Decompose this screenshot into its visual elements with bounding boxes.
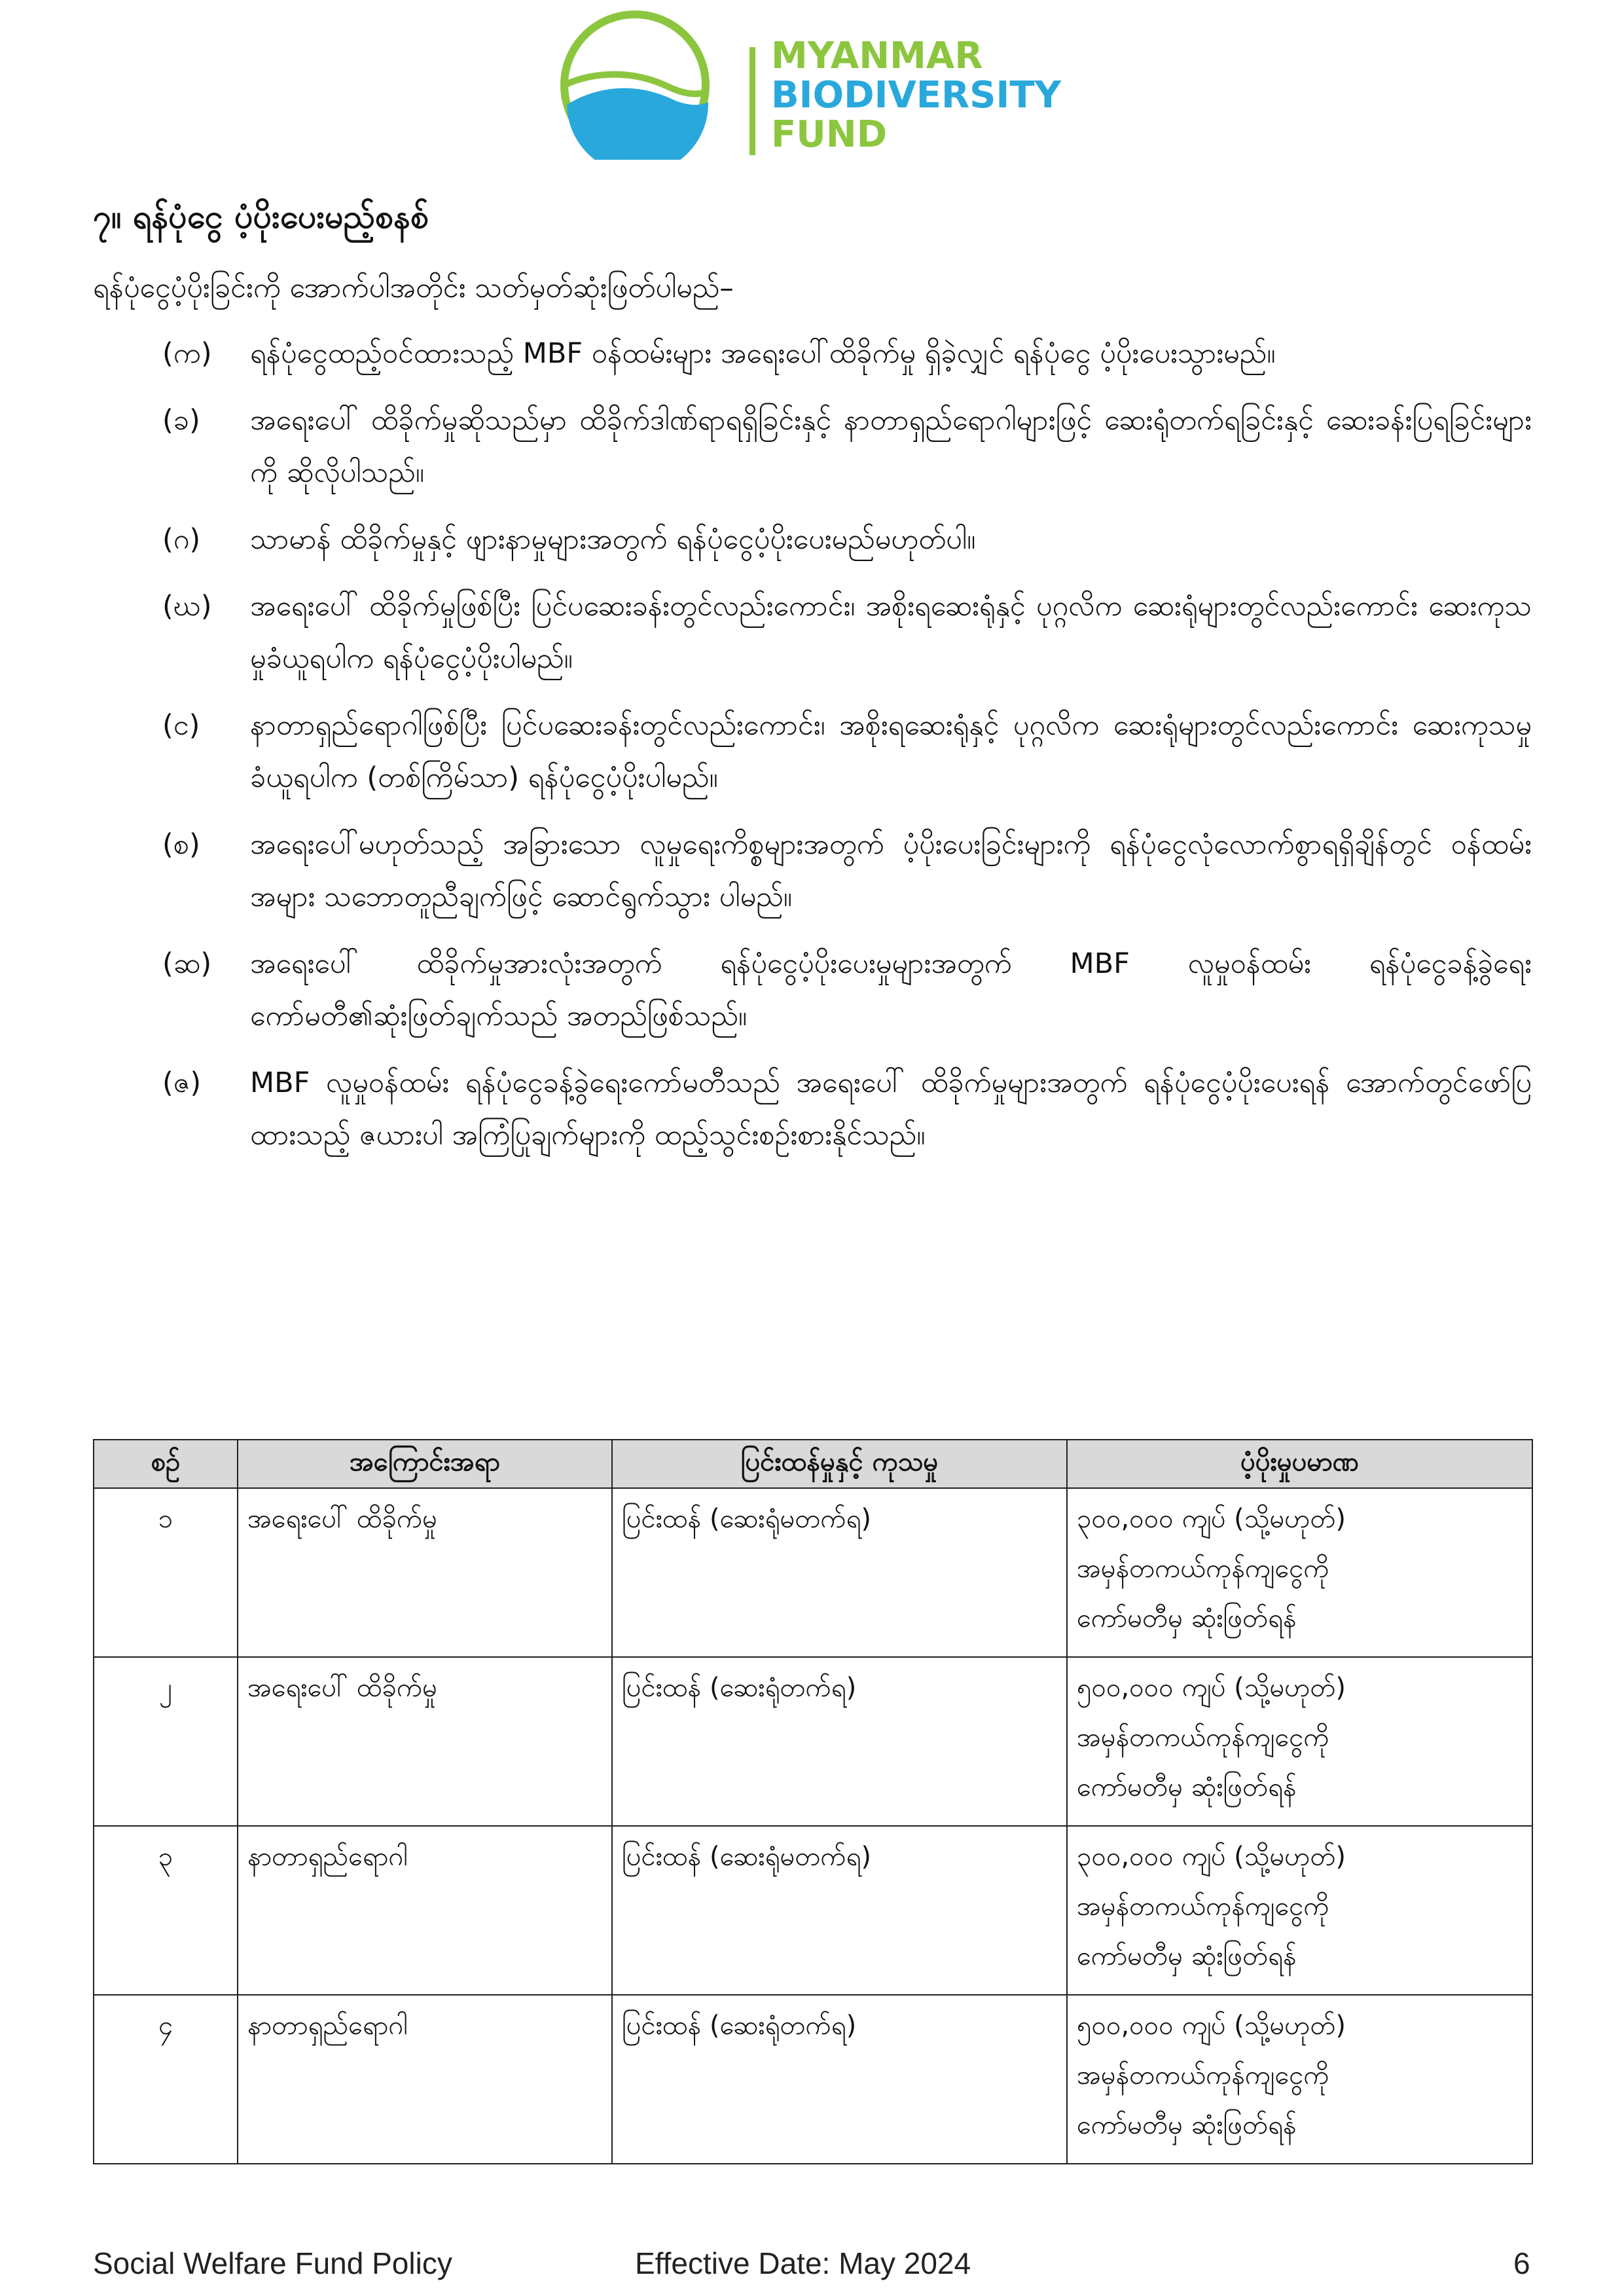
- cell-topic: အရေးပေါ် ထိခိုက်မှု: [238, 1657, 612, 1826]
- amount-line: ကော်မတီမှ ဆုံးဖြတ်ရန်: [1077, 1603, 1297, 1633]
- list-item: [162, 394, 1532, 499]
- cell-no: ၂: [94, 1657, 238, 1826]
- cell-topic: နာတာရှည်ရောဂါ: [238, 1995, 612, 2164]
- item-text: အရေးပေါ် ထိခိုက်မှုဖြစ်ပြီး ပြင်ပဆေးခန်းတွင်လည်းကောင်း၊ အစိုးရဆေးရုံနှင့် ပုဂ္ဂလိက ဆေးရုံများတွင်လည်းကောင်း ဆေးကုသမှုခံယူရပါက ရန်ပုံငွေပံ့ပိုးပါမည်။: [250, 590, 1532, 675]
- cell-severity: ပြင်းထန် (ဆေးရုံတက်ရ): [612, 1657, 1067, 1826]
- item-marker: (ဇ): [162, 1066, 202, 1099]
- cell-no: ၃: [94, 1826, 238, 1995]
- cell-amount: [1067, 1826, 1532, 1995]
- header-topic: အကြောင်းအရာ: [238, 1440, 612, 1488]
- list-item: [162, 327, 1532, 380]
- item-text: ရန်ပုံငွေထည့်ဝင်ထားသည့် MBF ဝန်ထမ်းများ အရေးပေါ်ထိခိုက်မှု ရှိခဲ့လျှင် ရန်ပုံငွေ ပံ့ပိုးပေးသွားမည်။: [250, 337, 1276, 370]
- table-header-row: [94, 1440, 1532, 1488]
- logo-divider: [749, 47, 755, 155]
- amount-line: ကော်မတီမှ ဆုံးဖြတ်ရန်: [1077, 1772, 1297, 1802]
- item-marker: (င): [162, 709, 200, 742]
- list-item: [162, 818, 1532, 923]
- item-text: MBF လူမှုဝန်ထမ်း ရန်ပုံငွေခန့်ခွဲရေးကော်မတီသည် အရေးပေါ် ထိခိုက်မှုများအတွက် ရန်ပုံငွေပံ့ပိုးပေးရန် အောက်တွင်ဖော်ပြထားသည့် ဇယားပါ အကြံပြုချက်များကို ထည့်သွင်းစဉ်းစားနိုင်သည်။: [250, 1066, 1532, 1152]
- item-text: သာမာန် ထိခိုက်မှုနှင့် ဖျားနာမှုများအတွက် ရန်ပုံငွေပံ့ပိုးပေးမည်မဟုတ်ပါ။: [250, 523, 976, 556]
- cell-amount: [1067, 1488, 1532, 1657]
- header-amount: ပံ့ပိုးမှုပမာဏ: [1067, 1440, 1532, 1488]
- section-intro: ရန်ပုံငွေပံ့ပိုးခြင်းကို အောက်ပါအတိုင်း သတ်မှတ်ဆုံးဖြတ်ပါမည်–: [93, 272, 734, 304]
- cell-severity: ပြင်းထန် (ဆေးရုံတက်ရ): [612, 1995, 1067, 2164]
- amount-line: ၃၀၀,၀၀၀ ကျပ် (သို့မဟုတ်): [1077, 1842, 1346, 1872]
- item-text: အရေးပေါ် ထိခိုက်မှုဆိုသည်မှာ ထိခိုက်ဒါဏ်ရာရရှိခြင်းနှင့် နာတာရှည်ရောဂါများဖြင့် ဆေးရုံတက်ရခြင်းနှင့် ဆေးခန်းပြရခြင်းများကို ဆိုလိုပါသည်။: [250, 404, 1532, 489]
- footer-page-number: 6: [1513, 2246, 1530, 2280]
- list-item: [162, 513, 1532, 566]
- item-marker: (ခ): [162, 404, 200, 437]
- cell-topic: အရေးပေါ် ထိခိုက်မှု: [238, 1488, 612, 1657]
- item-text: နာတာရှည်ရောဂါဖြစ်ပြီး ပြင်ပဆေးခန်းတွင်လည်းကောင်း၊ အစိုးရဆေးရုံနှင့် ပုဂ္ဂလိက ဆေးရုံများတွင်လည်းကောင်း ဆေးကုသမှုခံယူရပါက (တစ်ကြိမ်သာ) ရန်ပုံငွေပံ့ပိုးပါမည်။: [250, 709, 1532, 794]
- list-item: [162, 580, 1532, 685]
- list-item: [162, 938, 1532, 1042]
- table-row: [94, 1488, 1532, 1657]
- item-marker: (စ): [162, 828, 200, 861]
- logo-line-1: MYANMAR: [771, 35, 983, 77]
- logo-line-3: FUND: [771, 113, 888, 156]
- amount-line: ၅၀၀,၀၀၀ ကျပ် (သို့မဟုတ်): [1077, 2011, 1346, 2041]
- logo-line-2: BIODIVERSITY: [771, 74, 1062, 117]
- amount-line: ကော်မတီမှ ဆုံးဖြတ်ရန်: [1077, 2110, 1297, 2140]
- item-marker: (ဆ): [162, 947, 212, 980]
- table-row: [94, 1826, 1532, 1995]
- footer-effective-date: Effective Date: May 2024: [635, 2246, 971, 2280]
- header-severity: ပြင်းထန်မှုနှင့် ကုသမှု: [612, 1440, 1067, 1488]
- cell-no: ၁: [94, 1488, 238, 1657]
- cell-amount: [1067, 1995, 1532, 2164]
- table-row: [94, 1995, 1532, 2164]
- cell-amount: [1067, 1657, 1532, 1826]
- amount-line: ကော်မတီမှ ဆုံးဖြတ်ရန်: [1077, 1941, 1297, 1971]
- item-marker: (က): [162, 337, 212, 370]
- amount-line: ၃၀၀,၀၀၀ ကျပ် (သို့မဟုတ်): [1077, 1504, 1346, 1534]
- amount-line: အမှန်တကယ်ကုန်ကျငွေကို: [1077, 1722, 1329, 1753]
- item-marker: (ဃ): [162, 590, 212, 623]
- list-item: [162, 699, 1532, 804]
- cell-no: ၄: [94, 1995, 238, 2164]
- list-item: [162, 1057, 1532, 1161]
- amount-line: အမှန်တကယ်ကုန်ကျငွေကို: [1077, 1554, 1329, 1584]
- support-amount-table: [93, 1439, 1533, 2164]
- table-row: [94, 1657, 1532, 1826]
- logo: [524, 8, 1113, 160]
- cell-severity: ပြင်းထန် (ဆေးရုံမတက်ရ): [612, 1488, 1067, 1657]
- amount-line: ၅၀၀,၀၀၀ ကျပ် (သို့မဟုတ်): [1077, 1673, 1346, 1703]
- footer-document-title: Social Welfare Fund Policy: [93, 2246, 452, 2280]
- cell-severity: ပြင်းထန် (ဆေးရုံမတက်ရ): [612, 1826, 1067, 1995]
- item-text: အရေးပေါ် ထိခိုက်မှုအားလုံးအတွက် ရန်ပုံငွေပံ့ပိုးပေးမှုများအတွက် MBF လူမှုဝန်ထမ်း ရန်ပုံငွေခန့်ခွဲရေးကော်မတီ၏ဆုံးဖြတ်ချက်သည် အတည်ဖြစ်သည်။: [250, 947, 1532, 1032]
- cell-topic: နာတာရှည်ရောဂါ: [238, 1826, 612, 1995]
- item-text: အရေးပေါ်မဟုတ်သည့် အခြားသော လူမှုရေးကိစ္စများအတွက် ပံ့ပိုးပေးခြင်းများကို ရန်ပုံငွေလုံလောက်စွာရရှိချိန်တွင် ဝန်ထမ်းအများ သဘောတူညီချက်ဖြင့် ဆောင်ရွက်သွား ပါမည်။: [250, 828, 1532, 913]
- amount-line: အမှန်တကယ်ကုန်ကျငွေကို: [1077, 2060, 1329, 2090]
- amount-line: အမှန်တကယ်ကုန်ကျငွေကို: [1077, 1891, 1329, 1922]
- logo-emblem-icon: [524, 8, 746, 160]
- policy-items-list: [162, 327, 1532, 1176]
- section-heading: ၇။ ရန်ပုံငွေ ပံ့ပိုးပေးမည့်စနစ်: [93, 198, 429, 236]
- logo-wordmark: [771, 37, 1061, 155]
- header-no: စဉ်: [94, 1440, 238, 1488]
- item-marker: (ဂ): [162, 523, 201, 556]
